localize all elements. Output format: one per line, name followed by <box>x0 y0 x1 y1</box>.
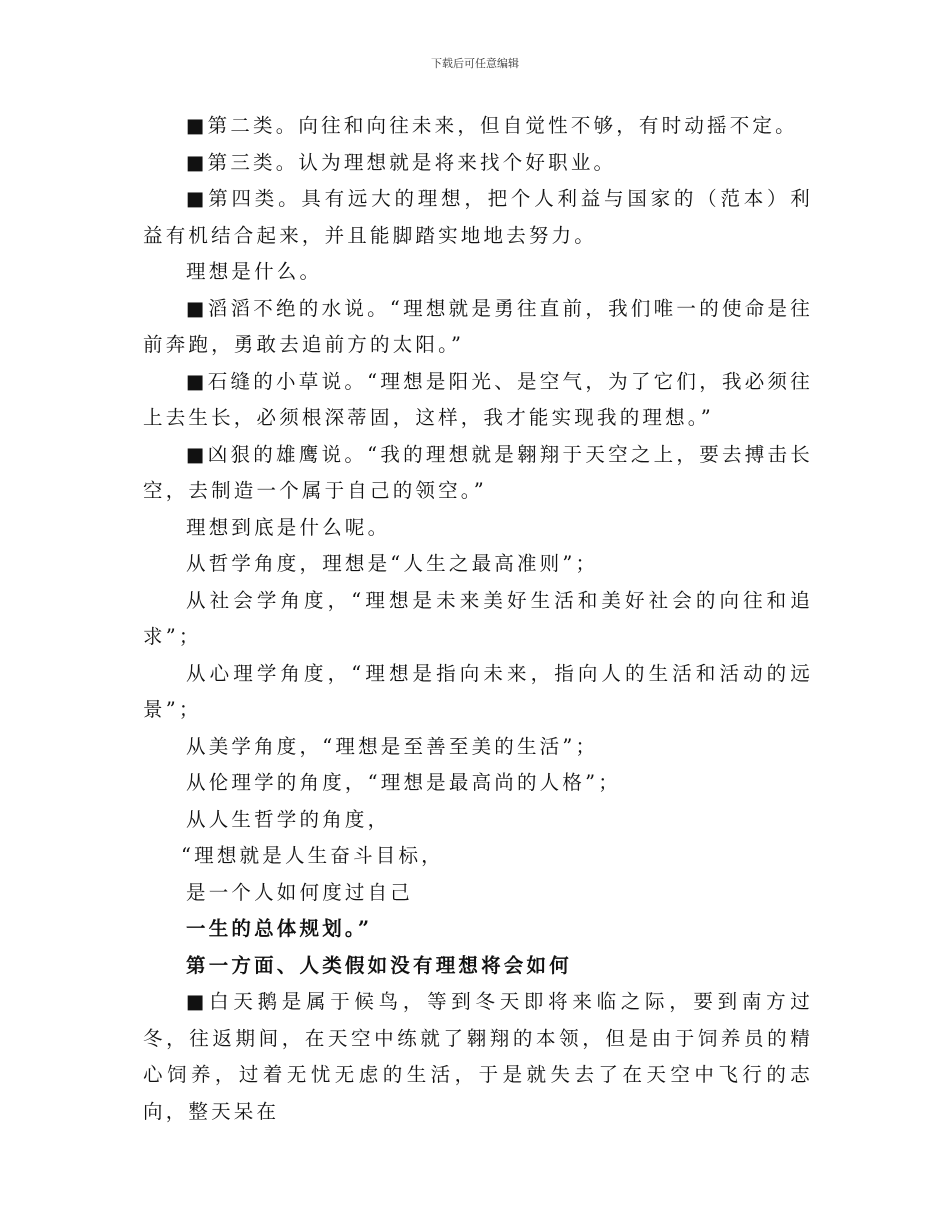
paragraph-water <box>143 291 813 364</box>
paragraph-question-2 <box>143 510 813 547</box>
paragraph-text: 第四类。具有远大的理想，把个人利益与国家的（范本）利益有机结合起来，并且能脚踏实地地去努力。 <box>143 187 814 247</box>
paragraph-text: 一生的总体规划。” <box>186 917 373 940</box>
paragraph-text: 从美学角度，“理想是至善至美的生活”； <box>186 734 599 758</box>
square-bullet-icon: ■ <box>186 369 208 393</box>
document-body <box>143 108 813 1130</box>
paragraph-grass <box>143 364 813 437</box>
paragraph-text: 第二类。向往和向往未来，但自觉性不够，有时动摇不定。 <box>207 114 798 137</box>
paragraph-category-4 <box>143 181 813 254</box>
square-bullet-icon: ■ <box>186 296 208 320</box>
paragraph-text: 凶狠的雄鹰说。“我的理想就是翱翔于天空之上，要去搏击长空，去制造一个属于自己的领空。” <box>143 442 813 502</box>
paragraph-ethics <box>143 765 813 802</box>
paragraph-question <box>143 254 813 291</box>
paragraph-text: 从人生哲学的角度， <box>186 807 391 831</box>
paragraph-quote-line-2 <box>143 875 813 912</box>
paragraph-text: 从伦理学的角度，“理想是最高尚的人格”； <box>186 771 621 794</box>
paragraph-swan <box>143 984 813 1130</box>
paragraph-text: 白天鹅是属于候鸟，等到冬天即将来临之际，要到南方过冬，往返期间，在天空中练就了翱翔的本领，但是由于饲养员的精心饲养，过着无忧无虑的生活，于是就失去了在天空中飞行的志向，整天呆在 <box>143 990 813 1123</box>
page-header: 下载后可任意编辑 <box>431 57 519 70</box>
paragraph-eagle <box>143 437 813 510</box>
paragraph-psychology <box>143 656 813 729</box>
heading-text: 第一方面、人类假如没有理想将会如何 <box>186 953 572 977</box>
paragraph-sociology <box>143 583 813 656</box>
paragraph-text: 石缝的小草说。“理想是阳光、是空气，为了它们，我必须往上去生长，必须根深蒂固，这样，我才能实现我的理想。” <box>143 369 813 429</box>
paragraph-category-3 <box>143 145 813 182</box>
paragraph-philosophy <box>143 546 813 583</box>
square-bullet-icon: ■ <box>186 990 210 1013</box>
paragraph-text: “理想就是人生奋斗目标， <box>181 844 444 867</box>
paragraph-life-philosophy <box>143 802 813 839</box>
square-bullet-icon: ■ <box>186 114 208 137</box>
paragraph-text: 滔滔不绝的水说。“理想就是勇往直前，我们唯一的使命是往前奔跑，勇敢去追前方的太阳。” <box>143 296 813 356</box>
paragraph-quote-line-1 <box>143 838 813 875</box>
square-bullet-icon: ■ <box>186 442 208 466</box>
paragraph-text: 第三类。认为理想就是将来找个好职业。 <box>207 150 617 174</box>
square-bullet-icon: ■ <box>186 187 209 210</box>
paragraph-text: 是一个人如何度过自己 <box>186 880 414 904</box>
paragraph-aesthetics <box>143 729 813 766</box>
paragraph-text: 理想是什么。 <box>186 260 323 283</box>
paragraph-quote-line-3 <box>143 911 813 948</box>
paragraph-text: 理想到底是什么呢。 <box>186 515 391 539</box>
paragraph-category-2 <box>143 108 813 145</box>
paragraph-text: 从哲学角度，理想是“人生之最高准则”； <box>186 552 599 575</box>
square-bullet-icon: ■ <box>186 150 208 174</box>
paragraph-text: 从社会学角度，“理想是未来美好生活和美好社会的向往和追求”； <box>143 588 813 648</box>
paragraph-text: 从心理学角度，“理想是指向未来，指向人的生活和活动的远景”； <box>143 661 813 721</box>
section-heading <box>143 948 813 985</box>
